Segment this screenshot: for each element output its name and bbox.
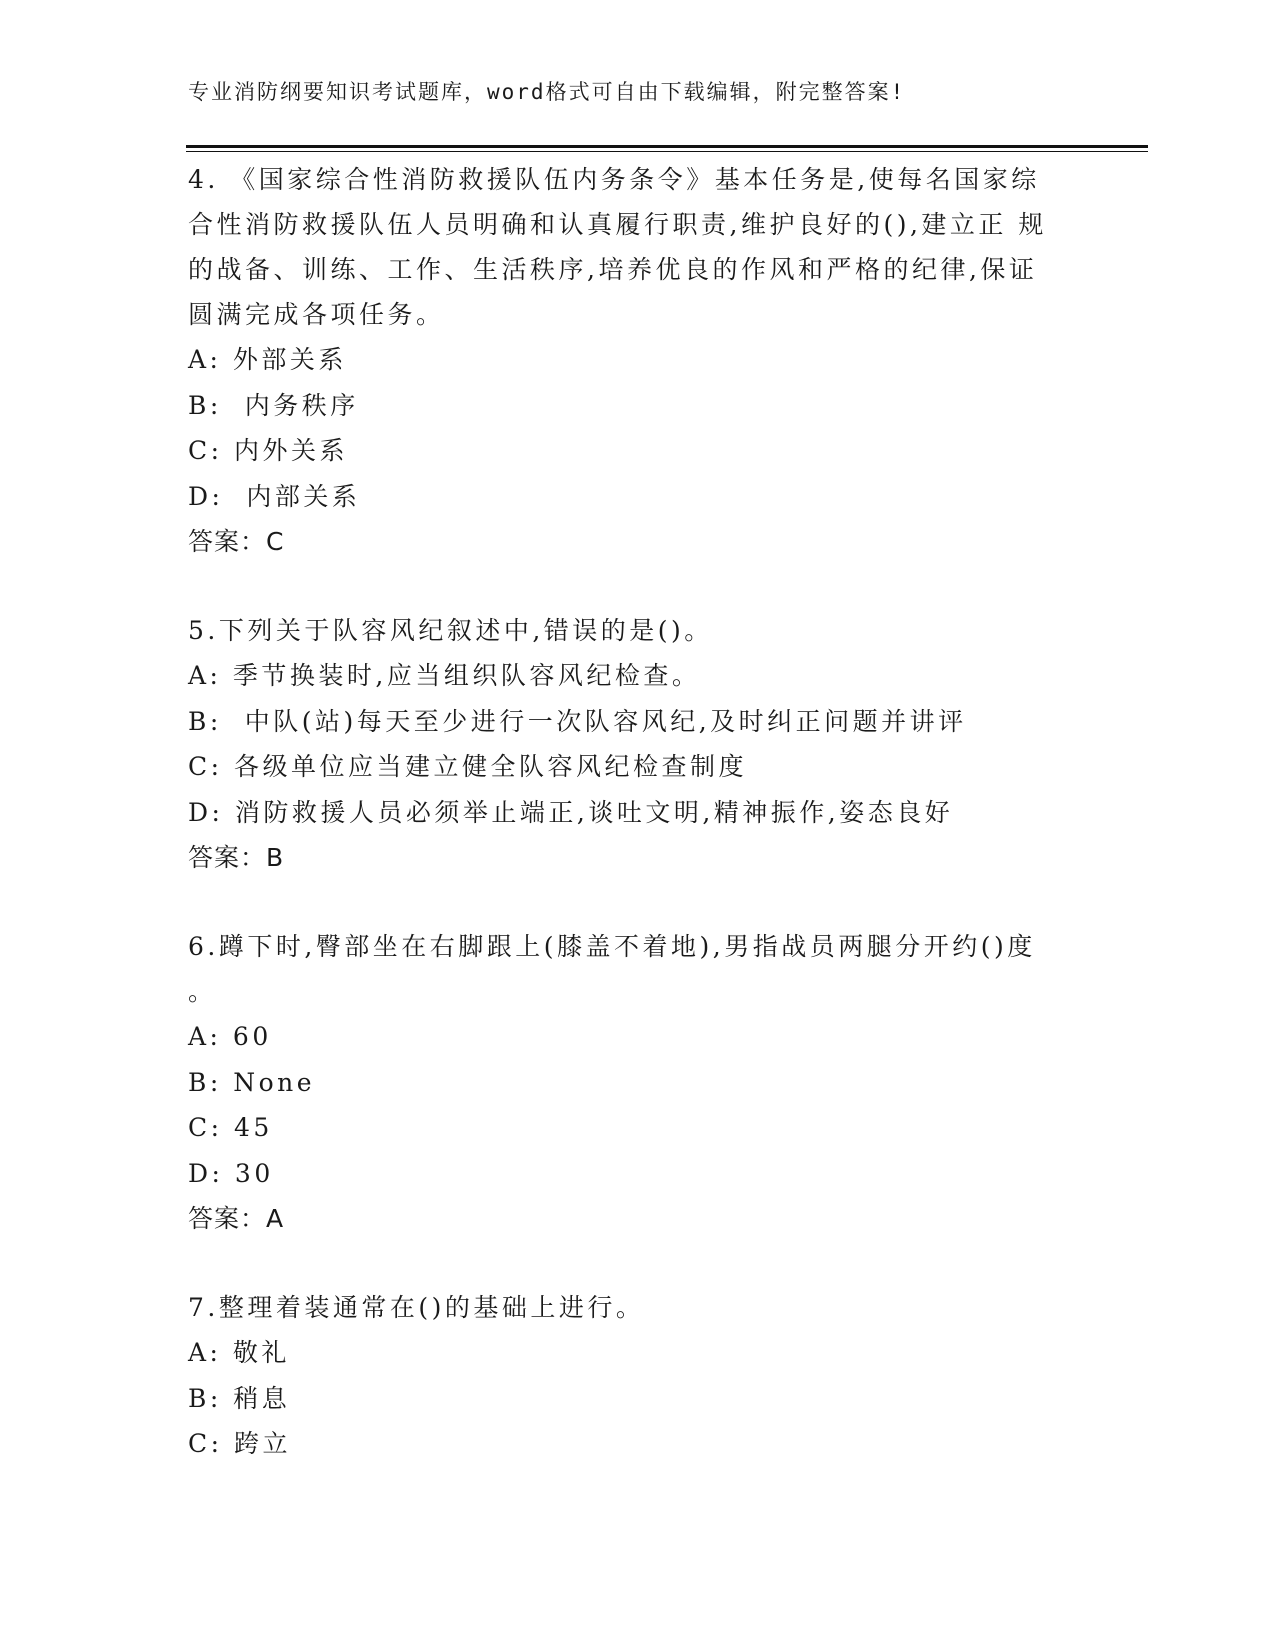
option-c: C: 跨立 <box>188 1429 291 1458</box>
answer-line <box>188 519 1088 564</box>
answer-line <box>188 835 1088 880</box>
answer-label: 答案： <box>188 1204 267 1233</box>
option-c: C: 各级单位应当建立健全队容风纪检查制度 <box>188 752 747 781</box>
question-5 <box>188 608 1088 880</box>
question-7 <box>188 1285 1088 1467</box>
question-spacer <box>188 564 1088 608</box>
option-a: A: 60 <box>188 1022 272 1051</box>
option-d: D: 消防救援人员必须举止端正,谈吐文明,精神振作,姿态良好 <box>188 797 954 827</box>
question-text-line: 5.下列关于队容风纪叙述中,错误的是()。 <box>188 616 713 645</box>
option-c: C: 45 <box>188 1113 273 1142</box>
question-text-line: 圆满完成各项任务。 <box>188 300 445 329</box>
answer-value: A <box>266 1204 285 1233</box>
header-divider-thin <box>186 151 1148 152</box>
question-text-line: 7.整理着装通常在()的基础上进行。 <box>188 1293 645 1322</box>
option-b: B: None <box>188 1067 316 1097</box>
question-text-line: 6.蹲下时,臀部坐在右脚跟上(膝盖不着地),男指战员两腿分开约()度 <box>188 932 1036 961</box>
option-b: B: 内务秩序 <box>188 390 359 420</box>
option-b: B: 中队(站)每天至少进行一次队容风纪,及时纠正问题并讲评 <box>188 706 967 736</box>
question-spacer <box>188 1241 1088 1285</box>
answer-value: B <box>266 843 285 872</box>
option-a: A: 外部关系 <box>188 345 347 374</box>
header-divider-thick <box>186 145 1148 148</box>
question-spacer <box>188 880 1088 924</box>
option-c: C: 内外关系 <box>188 436 348 465</box>
question-text-line: 。 <box>188 977 217 1006</box>
question-4 <box>188 157 1088 564</box>
answer-label: 答案： <box>188 527 267 556</box>
option-b: B: 稍息 <box>188 1383 291 1413</box>
answer-label: 答案： <box>188 843 267 872</box>
option-a: A: 季节换装时,应当组织队容风纪检查。 <box>188 661 701 690</box>
answer-line <box>188 1196 1088 1241</box>
option-d: D: 30 <box>188 1158 274 1188</box>
option-a: A: 敬礼 <box>188 1338 290 1367</box>
question-list <box>188 157 1088 1467</box>
question-text-line: 4. 《国家综合性消防救援队伍内务条令》基本任务是,使每名国家综 <box>188 165 1040 194</box>
question-text-line: 的战备、训练、工作、生活秩序,培养优良的作风和严格的纪律,保证 <box>188 255 1038 284</box>
page-header-note: 专业消防纲要知识考试题库，word格式可自由下载编辑，附完整答案! <box>188 80 906 104</box>
option-d: D: 内部关系 <box>188 481 361 511</box>
question-6 <box>188 924 1088 1241</box>
question-text-line: 合性消防救援队伍人员明确和认真履行职责,维护良好的(),建立正 规 <box>188 210 1047 239</box>
answer-value: C <box>266 527 285 556</box>
